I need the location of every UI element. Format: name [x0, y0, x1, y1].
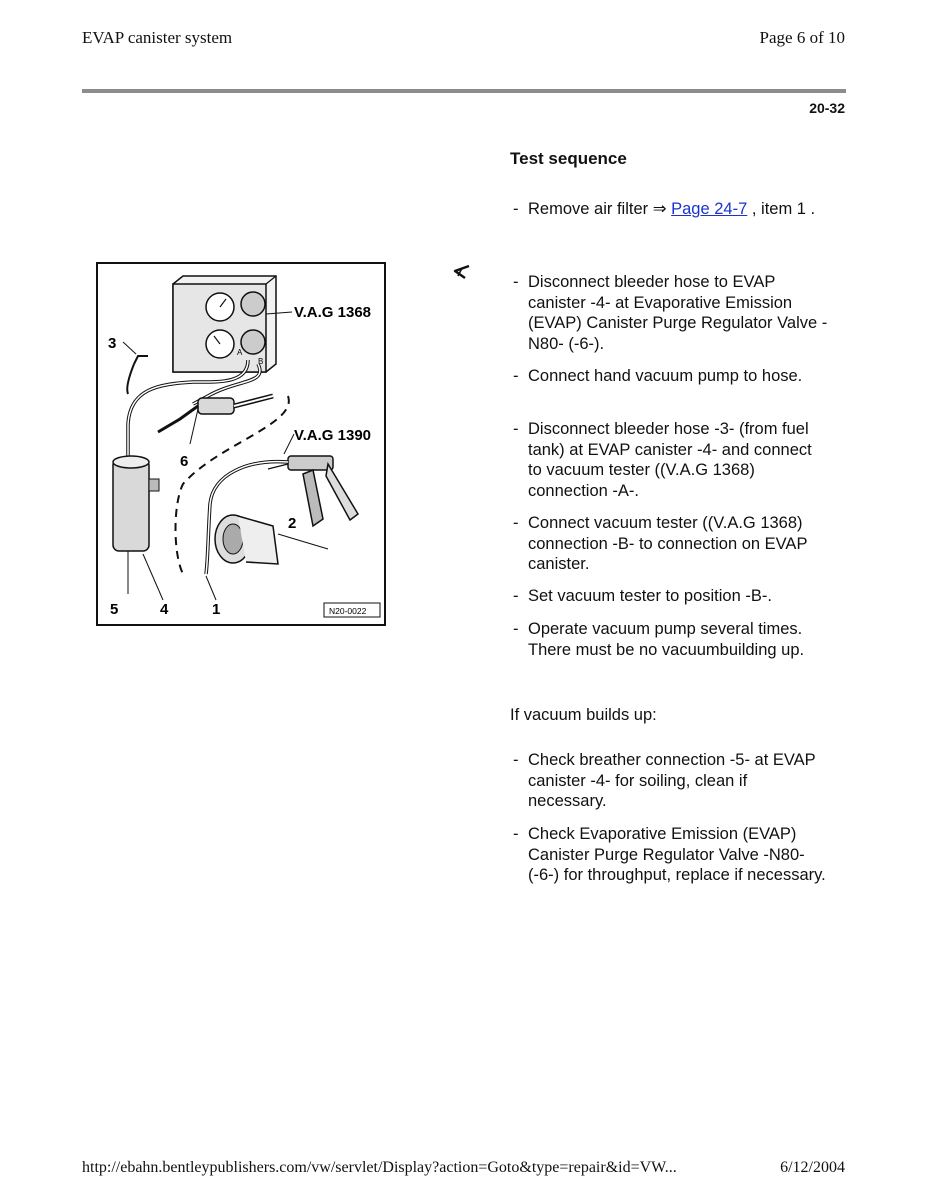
gauge-label-a: A [237, 348, 243, 357]
page-link[interactable]: Page 24-7 [671, 200, 748, 218]
throttle-body [215, 515, 328, 564]
repair-manual-code: 20-32 [809, 100, 845, 116]
callout-3: 3 [108, 335, 117, 352]
source-url: http://ebahn.bentleypublishers.com/vw/servlet/Display?action=Goto&type=repair&id=VW... [82, 1159, 677, 1176]
callout-6: 6 [180, 453, 189, 470]
step-text: Disconnect bleeder hose -3- (from fuel tank) at EVAP canister -4- and connect to vacuum tester ((V.A.G 1368) connection -A-. [528, 420, 812, 500]
step-operate-pump [510, 619, 830, 660]
condition-text: If vacuum builds up: [510, 706, 657, 724]
callout-2: 2 [288, 515, 297, 532]
step-connect-pump [510, 366, 830, 387]
step-remove-air-filter [510, 199, 830, 220]
list-dash: - [513, 420, 519, 438]
list-dash: - [513, 587, 519, 605]
step-text: Check breather connection -5- at EVAP canister -4- for soiling, clean if necessary. [528, 751, 816, 810]
step-text: Operate vacuum pump several times. There must be no vacuumbuilding up. [528, 620, 805, 659]
purge-regulator-valve [158, 396, 273, 432]
tester-label: V.A.G 1368 [294, 304, 371, 321]
step-text: Connect vacuum tester ((V.A.G 1368) connection -B- to connection on EVAP canister. [528, 514, 808, 573]
list-dash: - [513, 514, 519, 532]
callout-4: 4 [160, 601, 169, 618]
evap-canister [113, 456, 159, 594]
step-text: Set vacuum tester to position -B-. [528, 587, 772, 605]
step-disconnect-bleeder [510, 272, 830, 354]
step-disconnect-fuel-tank-hose [510, 419, 830, 501]
callout-1: 1 [212, 601, 221, 618]
evap-test-diagram [96, 262, 386, 626]
list-dash: - [513, 200, 519, 218]
gauge-label-b: B [258, 357, 264, 366]
step-text: , item 1 . [747, 200, 816, 218]
callout-5: 5 [110, 601, 119, 618]
step-check-valve [510, 824, 830, 886]
pump-label: V.A.G 1390 [294, 427, 371, 444]
step-text: Disconnect bleeder hose to EVAP canister -4- at Evaporative Emission (EVAP) Canister Purge Regulator Valve -N80- (-6-). [528, 273, 828, 353]
list-dash: - [513, 367, 519, 385]
step-text: Check Evaporative Emission (EVAP) Canister Purge Regulator Valve -N80- (-6-) for throughput, replace if necessary. [528, 825, 826, 884]
list-dash: - [513, 751, 519, 769]
figure-reference: N20-0022 [329, 606, 367, 616]
section-title: Test sequence [510, 149, 627, 168]
step-set-position [510, 586, 830, 607]
list-dash: - [513, 620, 519, 638]
header-divider [82, 89, 846, 93]
step-text: Connect hand vacuum pump to hose. [528, 367, 803, 385]
figure-pointer-icon [453, 264, 471, 285]
print-date: 6/12/2004 [780, 1159, 845, 1176]
step-connect-tester-b [510, 513, 830, 575]
list-dash: - [513, 273, 519, 291]
step-check-breather [510, 750, 830, 812]
list-dash: - [513, 825, 519, 843]
page-indicator: Page 6 of 10 [759, 28, 845, 47]
document-title: EVAP canister system [82, 28, 233, 47]
step-text: Remove air filter ⇒ [528, 200, 672, 218]
